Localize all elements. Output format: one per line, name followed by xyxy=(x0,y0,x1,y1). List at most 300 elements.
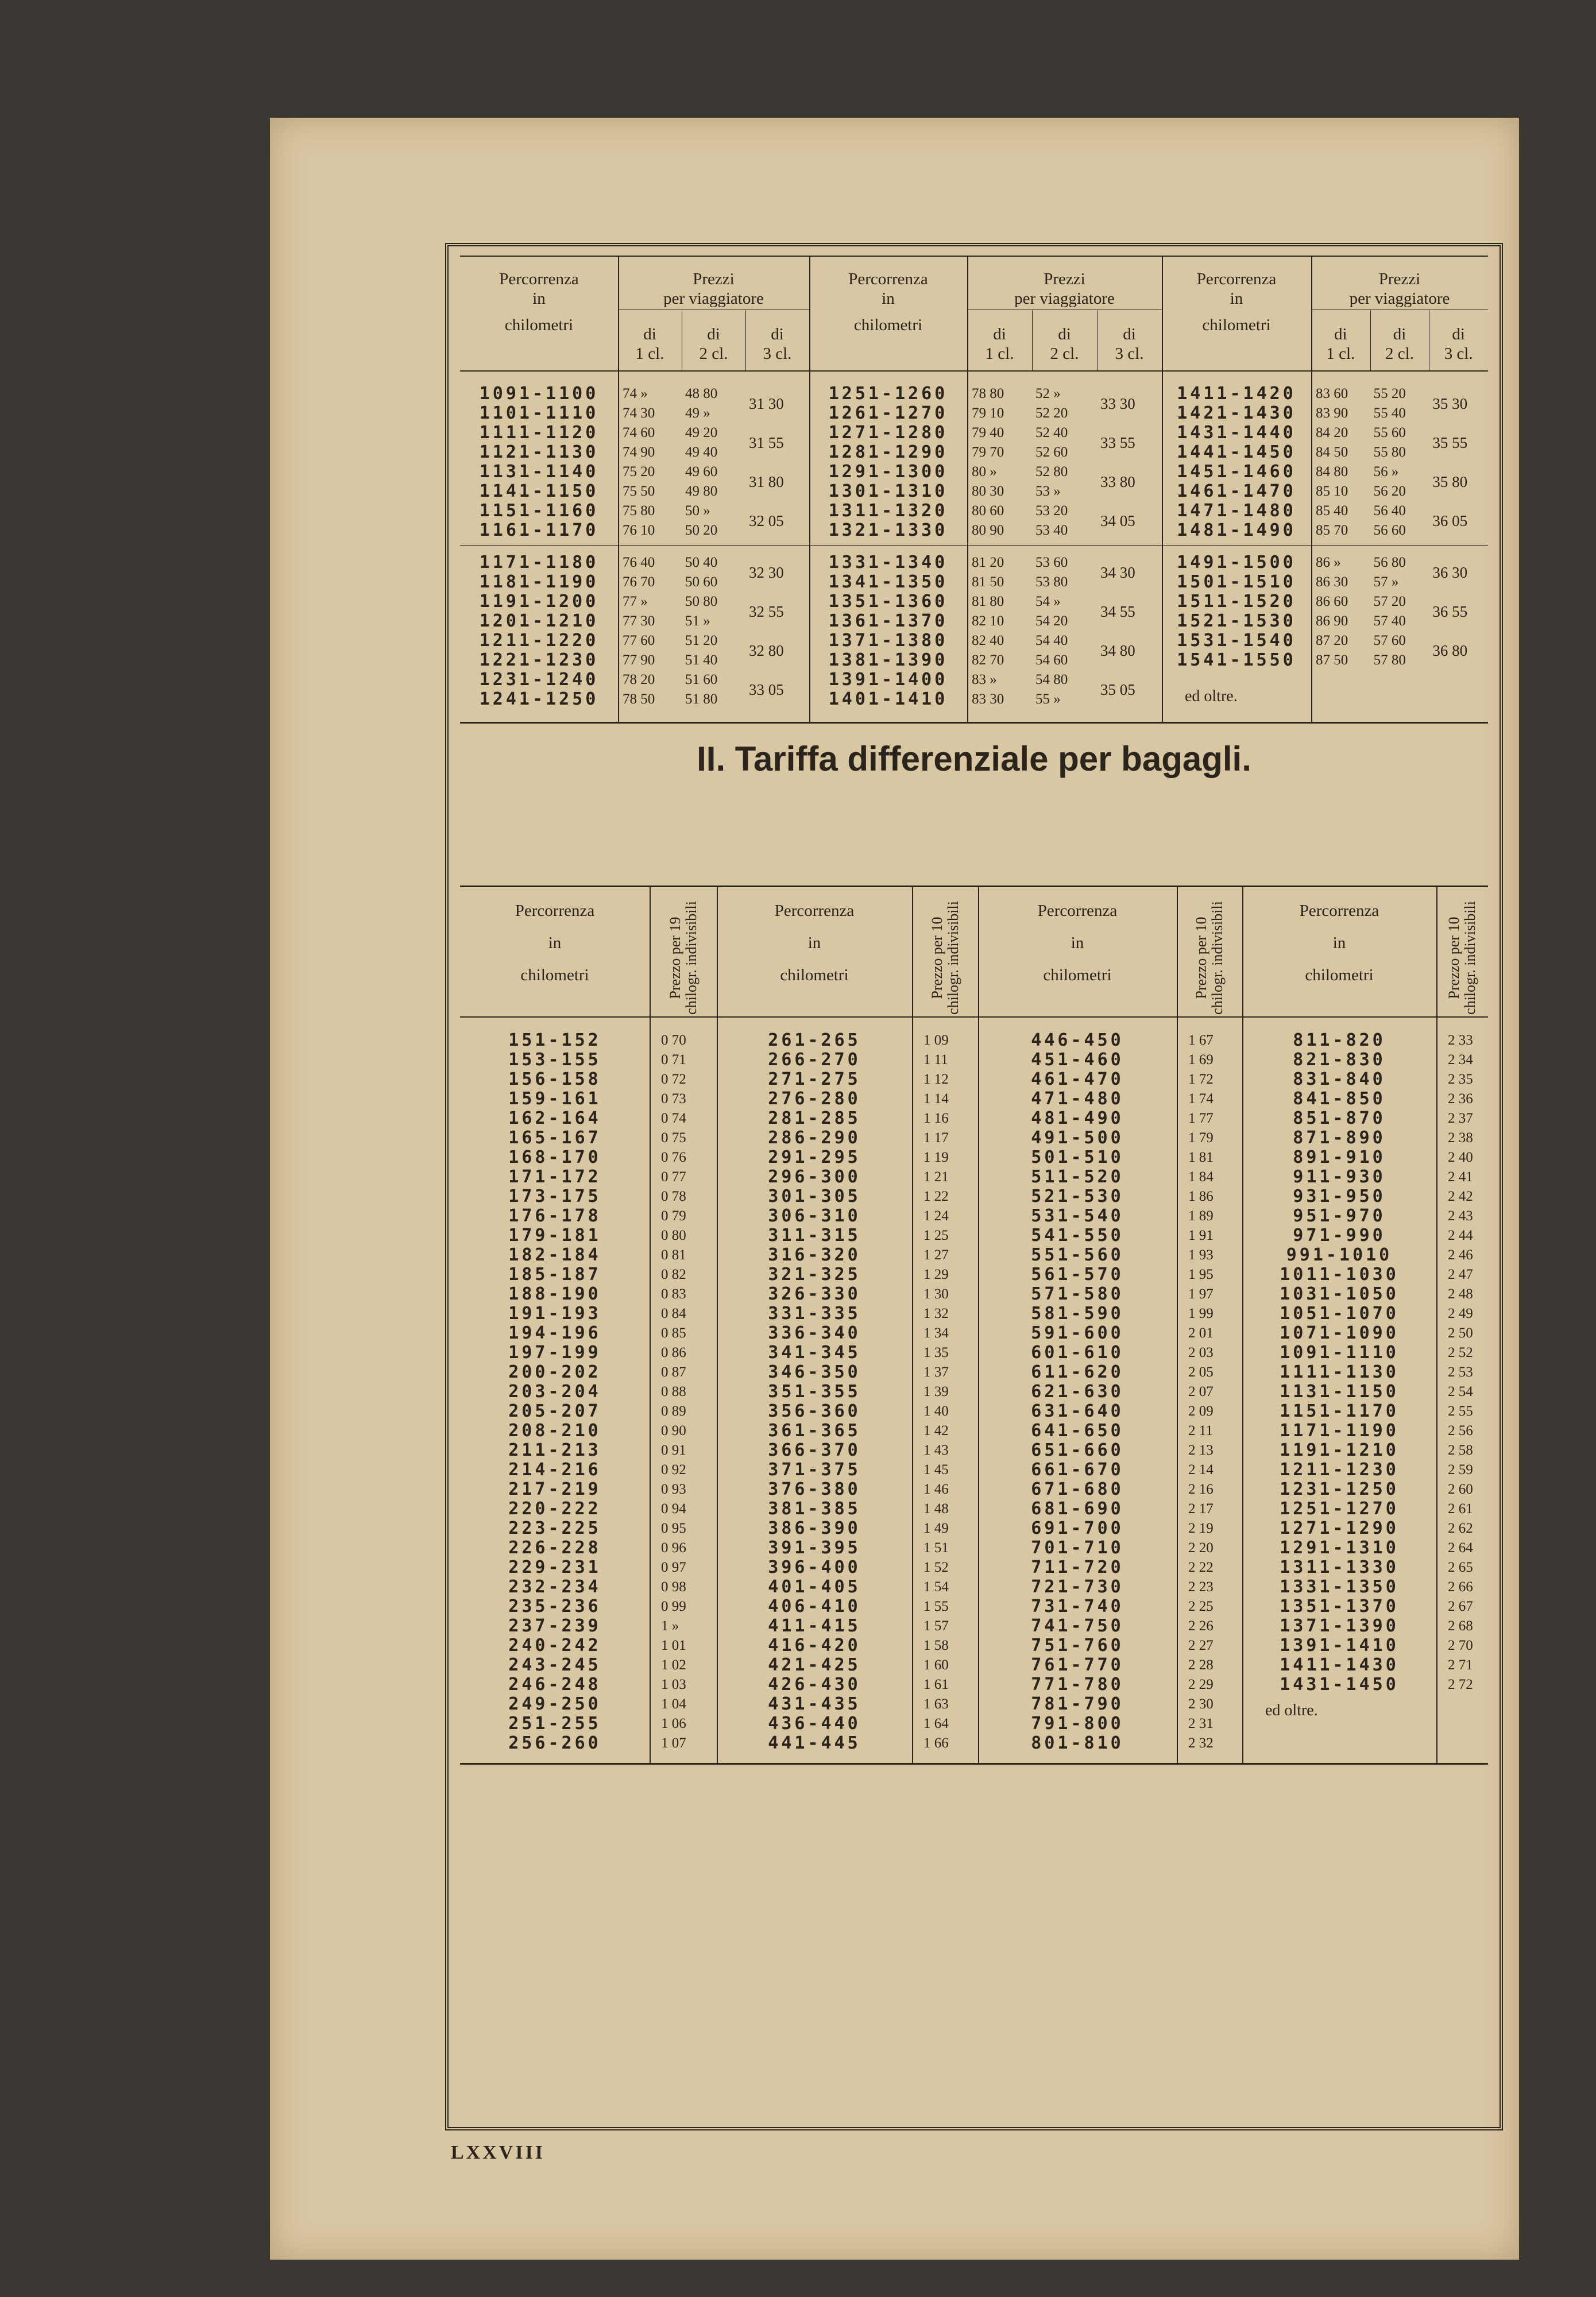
price-2cl: 54 20 xyxy=(1035,613,1068,629)
baggage-price: 2 14 xyxy=(1188,1462,1214,1478)
baggage-price: 1 54 xyxy=(923,1579,949,1595)
baggage-price: 0 80 xyxy=(661,1228,686,1243)
price-1cl: 75 80 xyxy=(623,503,655,519)
baggage-price: 0 93 xyxy=(661,1482,686,1497)
baggage-price: 2 41 xyxy=(1448,1169,1473,1185)
km-range: 276-280 xyxy=(768,1089,861,1109)
km-range: 381-385 xyxy=(768,1499,861,1519)
km-range: 1291-1300 xyxy=(828,462,948,482)
baggage-price: 2 05 xyxy=(1188,1364,1214,1380)
ed-oltre-note: ed oltre. xyxy=(1265,1702,1318,1719)
baggage-price: 2 56 xyxy=(1448,1423,1473,1438)
baggage-price: 1 03 xyxy=(661,1677,686,1692)
price-1cl: 79 10 xyxy=(972,405,1004,421)
baggage-price: 1 02 xyxy=(661,1657,686,1673)
header-percorrenza xyxy=(978,901,1177,997)
header-prezzi-line: per viaggiatore xyxy=(1349,289,1450,308)
header-class-label: 2 cl. xyxy=(699,345,728,363)
baggage-price: 0 85 xyxy=(661,1325,686,1341)
header-di: di xyxy=(1393,325,1406,343)
km-range: 182-184 xyxy=(508,1245,601,1265)
price-2cl: 49 » xyxy=(685,405,710,421)
price-3cl: 33 55 xyxy=(1100,434,1135,451)
km-range: 841-850 xyxy=(1293,1089,1386,1109)
km-range: 431-435 xyxy=(768,1694,861,1714)
km-range: 208-210 xyxy=(508,1421,601,1441)
header-percorrenza-line: Percorrenza xyxy=(774,902,855,920)
km-range: 1341-1350 xyxy=(828,572,948,592)
km-range: 641-650 xyxy=(1031,1421,1124,1441)
baggage-price: 1 67 xyxy=(1188,1033,1214,1048)
price-1cl: 82 10 xyxy=(972,613,1004,629)
price-2cl: 52 60 xyxy=(1035,444,1068,460)
price-2cl: 53 60 xyxy=(1035,555,1068,570)
header-percorrenza-line: chilometri xyxy=(853,316,923,334)
page-sheet xyxy=(270,118,1519,2260)
km-range: 1171-1190 xyxy=(1280,1421,1399,1441)
section-title: II. Tariffa differenziale per bagagli. xyxy=(697,740,1251,778)
price-1cl: 86 » xyxy=(1316,555,1341,570)
header-class xyxy=(1370,324,1429,364)
baggage-price: 1 66 xyxy=(923,1735,949,1751)
km-range: 731-740 xyxy=(1031,1596,1124,1617)
km-range: 1011-1030 xyxy=(1280,1264,1399,1285)
price-2cl: 53 80 xyxy=(1035,574,1068,590)
header-di: di xyxy=(643,325,656,343)
header-percorrenza xyxy=(460,901,650,997)
price-2cl: 54 80 xyxy=(1035,672,1068,687)
km-range: 1191-1200 xyxy=(479,591,599,612)
km-range: 296-300 xyxy=(768,1167,861,1187)
header-percorrenza-line: in xyxy=(1071,934,1084,952)
header-prezzi xyxy=(967,269,1162,308)
price-2cl: 55 20 xyxy=(1373,386,1406,401)
km-range: 1391-1410 xyxy=(1280,1635,1399,1656)
km-range: 446-450 xyxy=(1031,1030,1124,1050)
km-range: 205-207 xyxy=(508,1401,601,1421)
price-1cl: 83 » xyxy=(972,672,997,687)
price-3cl: 35 55 xyxy=(1432,434,1468,451)
baggage-price: 2 35 xyxy=(1448,1072,1473,1087)
header-percorrenza-line: in xyxy=(807,934,821,952)
baggage-price: 2 59 xyxy=(1448,1462,1473,1478)
km-range: 1501-1510 xyxy=(1177,572,1296,592)
baggage-price: 2 72 xyxy=(1448,1677,1473,1692)
baggage-price: 0 74 xyxy=(661,1111,686,1126)
baggage-price: 1 57 xyxy=(923,1618,949,1634)
km-range: 1121-1130 xyxy=(479,442,599,462)
header-prezzi-line: per viaggiatore xyxy=(663,289,764,308)
price-2cl: 49 60 xyxy=(685,464,718,479)
price-1cl: 83 60 xyxy=(1316,386,1348,401)
km-range: 159-161 xyxy=(508,1089,601,1109)
baggage-price: 2 55 xyxy=(1448,1403,1473,1419)
price-1cl: 85 10 xyxy=(1316,484,1348,499)
header-di: di xyxy=(1452,325,1465,343)
baggage-price: 1 07 xyxy=(661,1735,686,1751)
price-1cl: 81 80 xyxy=(972,594,1004,609)
km-range: 346-350 xyxy=(768,1362,861,1382)
km-range: 1371-1380 xyxy=(828,631,948,651)
km-range: 156-158 xyxy=(508,1069,601,1089)
price-3cl: 36 80 xyxy=(1432,642,1468,659)
price-1cl: 86 60 xyxy=(1316,594,1348,609)
km-range: 226-228 xyxy=(508,1538,601,1558)
baggage-price: 0 97 xyxy=(661,1560,686,1575)
km-range: 1211-1230 xyxy=(1280,1460,1399,1480)
header-percorrenza-line: Percorrenza xyxy=(1037,902,1118,920)
km-range: 561-570 xyxy=(1031,1264,1124,1285)
header-class-label: 1 cl. xyxy=(635,345,664,363)
price-3cl: 34 05 xyxy=(1100,512,1135,529)
baggage-price: 1 16 xyxy=(923,1111,949,1126)
price-3cl: 33 05 xyxy=(749,681,784,698)
km-range: 229-231 xyxy=(508,1557,601,1577)
baggage-price: 2 54 xyxy=(1448,1384,1473,1399)
km-range: 1481-1490 xyxy=(1177,520,1296,540)
km-range: 611-620 xyxy=(1031,1362,1124,1382)
km-range: 1531-1540 xyxy=(1177,631,1296,651)
km-range: 153-155 xyxy=(508,1050,601,1070)
km-range: 871-890 xyxy=(1293,1128,1386,1148)
baggage-price: 1 77 xyxy=(1188,1111,1214,1126)
km-range: 1251-1260 xyxy=(828,384,948,404)
km-range: 237-239 xyxy=(508,1616,601,1636)
km-range: 801-810 xyxy=(1031,1733,1124,1753)
baggage-price: 0 98 xyxy=(661,1579,686,1595)
header-prezzo: Prezzo per 10 chilogr. indivisibili xyxy=(1446,901,1478,1015)
km-range: 1151-1170 xyxy=(1280,1401,1399,1421)
km-range: 551-560 xyxy=(1031,1245,1124,1265)
header-percorrenza-line: in xyxy=(532,289,546,308)
baggage-price: 0 91 xyxy=(661,1443,686,1458)
km-range: 188-190 xyxy=(508,1284,601,1304)
km-range: 461-470 xyxy=(1031,1069,1124,1089)
price-1cl: 79 70 xyxy=(972,444,1004,460)
baggage-price: 1 91 xyxy=(1188,1228,1214,1243)
baggage-price: 1 55 xyxy=(923,1599,949,1614)
baggage-price: 1 74 xyxy=(1188,1091,1214,1107)
km-range: 951-970 xyxy=(1293,1206,1386,1226)
baggage-price: 2 36 xyxy=(1448,1091,1473,1107)
km-range: 214-216 xyxy=(508,1460,601,1480)
km-range: 1431-1450 xyxy=(1280,1675,1399,1695)
baggage-price: 2 42 xyxy=(1448,1189,1473,1204)
km-range: 1241-1250 xyxy=(479,689,599,709)
price-1cl: 78 80 xyxy=(972,386,1004,401)
baggage-price: 1 19 xyxy=(923,1150,949,1165)
km-range: 751-760 xyxy=(1031,1635,1124,1656)
baggage-price: 1 11 xyxy=(923,1052,948,1068)
header-di: di xyxy=(993,325,1006,343)
passenger-fare-table xyxy=(460,256,1488,724)
baggage-price: 1 86 xyxy=(1188,1189,1214,1204)
km-range: 741-750 xyxy=(1031,1616,1124,1636)
header-prezzo: Prezzo per 19 chilogr. indivisibili xyxy=(666,901,700,1015)
km-range: 256-260 xyxy=(508,1733,601,1753)
header-class xyxy=(682,324,745,364)
price-2cl: 53 20 xyxy=(1035,503,1068,519)
price-1cl: 80 90 xyxy=(972,523,1004,538)
header-percorrenza-line: chilometri xyxy=(1305,966,1374,984)
km-range: 217-219 xyxy=(508,1479,601,1499)
baggage-price: 1 95 xyxy=(1188,1267,1214,1282)
km-range: 366-370 xyxy=(768,1440,861,1460)
price-1cl: 85 70 xyxy=(1316,523,1348,538)
header-prezzo: Prezzo per 10 chilogr. indivisibili xyxy=(928,901,961,1015)
baggage-price: 2 65 xyxy=(1448,1560,1473,1575)
baggage-price: 1 » xyxy=(661,1618,679,1634)
baggage-price: 0 92 xyxy=(661,1462,686,1478)
baggage-price: 0 99 xyxy=(661,1599,686,1614)
km-range: 1201-1210 xyxy=(479,611,599,631)
km-range: 1451-1460 xyxy=(1177,462,1296,482)
km-range: 162-164 xyxy=(508,1108,601,1128)
km-range: 1161-1170 xyxy=(479,520,599,540)
header-prezzi-line: Prezzi xyxy=(693,270,735,288)
price-2cl: 50 60 xyxy=(685,574,718,590)
km-range: 891-910 xyxy=(1293,1147,1386,1167)
baggage-price: 1 22 xyxy=(923,1189,949,1204)
baggage-price: 1 45 xyxy=(923,1462,949,1478)
km-range: 911-930 xyxy=(1293,1167,1386,1187)
page-frame xyxy=(445,243,1503,2130)
price-3cl: 34 80 xyxy=(1100,642,1135,659)
price-2cl: 49 20 xyxy=(685,425,718,440)
km-range: 411-415 xyxy=(768,1616,861,1636)
price-1cl: 87 20 xyxy=(1316,633,1348,648)
baggage-price: 1 52 xyxy=(923,1560,949,1575)
km-range: 1371-1390 xyxy=(1280,1616,1399,1636)
km-range: 1251-1270 xyxy=(1280,1499,1399,1519)
baggage-price: 0 78 xyxy=(661,1189,686,1204)
price-2cl: 51 60 xyxy=(685,672,718,687)
km-range: 1351-1360 xyxy=(828,591,948,612)
price-3cl: 35 05 xyxy=(1100,681,1135,698)
km-range: 191-193 xyxy=(508,1304,601,1324)
price-2cl: 51 40 xyxy=(685,652,718,668)
km-range: 203-204 xyxy=(508,1382,601,1402)
baggage-price: 0 86 xyxy=(661,1345,686,1360)
km-range: 306-310 xyxy=(768,1206,861,1226)
km-range: 416-420 xyxy=(768,1635,861,1656)
baggage-price: 2 31 xyxy=(1188,1716,1214,1731)
baggage-price: 1 89 xyxy=(1188,1208,1214,1224)
header-percorrenza-line: chilometri xyxy=(780,966,849,984)
baggage-price: 1 32 xyxy=(923,1306,949,1321)
baggage-price: 1 81 xyxy=(1188,1150,1214,1165)
baggage-price: 1 37 xyxy=(923,1364,949,1380)
km-range: 286-290 xyxy=(768,1128,861,1148)
km-range: 1131-1150 xyxy=(1280,1382,1399,1402)
price-1cl: 74 » xyxy=(623,386,648,401)
km-range: 243-245 xyxy=(508,1655,601,1675)
baggage-price: 0 79 xyxy=(661,1208,686,1224)
km-range: 621-630 xyxy=(1031,1382,1124,1402)
baggage-price: 1 34 xyxy=(923,1325,949,1341)
km-range: 185-187 xyxy=(508,1264,601,1285)
baggage-price: 1 25 xyxy=(923,1228,949,1243)
baggage-price: 1 84 xyxy=(1188,1169,1214,1185)
baggage-price: 0 84 xyxy=(661,1306,686,1321)
baggage-price: 2 27 xyxy=(1188,1638,1214,1653)
price-1cl: 80 60 xyxy=(972,503,1004,519)
baggage-price: 2 62 xyxy=(1448,1521,1473,1536)
baggage-price: 2 61 xyxy=(1448,1501,1473,1517)
km-range: 1211-1220 xyxy=(479,631,599,651)
baggage-price: 1 60 xyxy=(923,1657,949,1673)
baggage-price: 1 39 xyxy=(923,1384,949,1399)
km-range: 971-990 xyxy=(1293,1225,1386,1246)
header-percorrenza-line: in xyxy=(882,289,895,308)
baggage-price: 1 69 xyxy=(1188,1052,1214,1068)
baggage-price: 1 09 xyxy=(923,1033,949,1048)
price-2cl: 54 60 xyxy=(1035,652,1068,668)
baggage-price: 2 49 xyxy=(1448,1306,1473,1321)
km-range: 406-410 xyxy=(768,1596,861,1617)
km-range: 481-490 xyxy=(1031,1108,1124,1128)
km-range: 1441-1450 xyxy=(1177,442,1296,462)
price-1cl: 77 60 xyxy=(623,633,655,648)
km-range: 681-690 xyxy=(1031,1499,1124,1519)
km-range: 1181-1190 xyxy=(479,572,599,592)
km-range: 426-430 xyxy=(768,1675,861,1695)
baggage-price: 1 51 xyxy=(923,1540,949,1556)
km-range: 531-540 xyxy=(1031,1206,1124,1226)
km-range: 721-730 xyxy=(1031,1577,1124,1597)
baggage-price: 2 48 xyxy=(1448,1286,1473,1302)
km-range: 591-600 xyxy=(1031,1323,1124,1343)
header-class-label: 3 cl. xyxy=(763,345,792,363)
km-range: 436-440 xyxy=(768,1714,861,1734)
baggage-price: 1 21 xyxy=(923,1169,949,1185)
price-1cl: 74 90 xyxy=(623,444,655,460)
price-2cl: 53 » xyxy=(1035,484,1061,499)
km-range: 223-225 xyxy=(508,1518,601,1538)
km-range: 197-199 xyxy=(508,1343,601,1363)
km-range: 1281-1290 xyxy=(828,442,948,462)
header-di: di xyxy=(1058,325,1071,343)
baggage-price: 1 79 xyxy=(1188,1130,1214,1146)
km-range: 711-720 xyxy=(1031,1557,1124,1577)
km-range: 220-222 xyxy=(508,1499,601,1519)
header-percorrenza xyxy=(460,269,618,335)
km-range: 165-167 xyxy=(508,1128,601,1148)
price-1cl: 77 90 xyxy=(623,652,655,668)
baggage-price: 2 30 xyxy=(1188,1696,1214,1712)
baggage-price: 2 23 xyxy=(1188,1579,1214,1595)
baggage-price: 1 30 xyxy=(923,1286,949,1302)
price-1cl: 78 50 xyxy=(623,691,655,707)
baggage-price: 1 40 xyxy=(923,1403,949,1419)
km-range: 341-345 xyxy=(768,1343,861,1363)
km-range: 1171-1180 xyxy=(479,552,599,573)
km-range: 631-640 xyxy=(1031,1401,1124,1421)
baggage-price: 0 70 xyxy=(661,1033,686,1048)
price-1cl: 74 60 xyxy=(623,425,655,440)
km-range: 261-265 xyxy=(768,1030,861,1050)
baggage-price: 1 93 xyxy=(1188,1247,1214,1263)
km-range: 931-950 xyxy=(1293,1186,1386,1206)
price-3cl: 33 80 xyxy=(1100,473,1135,490)
km-range: 376-380 xyxy=(768,1479,861,1499)
km-range: 396-400 xyxy=(768,1557,861,1577)
km-range: 321-325 xyxy=(768,1264,861,1285)
baggage-price: 2 33 xyxy=(1448,1033,1473,1048)
price-1cl: 86 30 xyxy=(1316,574,1348,590)
header-percorrenza-line: in xyxy=(1332,934,1346,952)
km-range: 266-270 xyxy=(768,1050,861,1070)
price-3cl: 34 30 xyxy=(1100,564,1135,581)
km-range: 541-550 xyxy=(1031,1225,1124,1246)
baggage-price: 2 29 xyxy=(1188,1677,1214,1692)
price-3cl: 36 55 xyxy=(1432,603,1468,620)
km-range: 316-320 xyxy=(768,1245,861,1265)
price-3cl: 36 05 xyxy=(1432,512,1468,529)
price-3cl: 31 30 xyxy=(749,395,784,412)
header-percorrenza xyxy=(809,269,967,335)
baggage-price: 2 19 xyxy=(1188,1521,1214,1536)
header-prezzi xyxy=(1311,269,1488,308)
km-range: 1401-1410 xyxy=(828,689,948,709)
baggage-price: 1 99 xyxy=(1188,1306,1214,1321)
price-2cl: 49 80 xyxy=(685,484,718,499)
baggage-price: 2 03 xyxy=(1188,1345,1214,1360)
baggage-price: 2 64 xyxy=(1448,1540,1473,1556)
km-range: 1141-1150 xyxy=(479,481,599,501)
km-range: 1521-1530 xyxy=(1177,611,1296,631)
baggage-price: 2 44 xyxy=(1448,1228,1473,1243)
header-percorrenza-line: Percorrenza xyxy=(1299,902,1379,920)
header-percorrenza-line: chilometri xyxy=(504,316,574,334)
km-range: 421-425 xyxy=(768,1655,861,1675)
price-1cl: 81 20 xyxy=(972,555,1004,570)
km-range: 1091-1110 xyxy=(1280,1343,1399,1363)
baggage-price: 0 76 xyxy=(661,1150,686,1165)
price-1cl: 84 80 xyxy=(1316,464,1348,479)
km-range: 1321-1330 xyxy=(828,520,948,540)
km-range: 771-780 xyxy=(1031,1675,1124,1695)
baggage-price: 1 97 xyxy=(1188,1286,1214,1302)
km-range: 351-355 xyxy=(768,1382,861,1402)
baggage-price: 2 47 xyxy=(1448,1267,1473,1282)
price-2cl: 49 40 xyxy=(685,444,718,460)
price-2cl: 51 20 xyxy=(685,633,718,648)
baggage-price: 0 87 xyxy=(661,1364,686,1380)
km-range: 326-330 xyxy=(768,1284,861,1304)
price-1cl: 82 40 xyxy=(972,633,1004,648)
baggage-price: 1 12 xyxy=(923,1072,949,1087)
price-2cl: 50 80 xyxy=(685,594,718,609)
km-range: 168-170 xyxy=(508,1147,601,1167)
baggage-price: 0 90 xyxy=(661,1423,686,1438)
price-2cl: 52 20 xyxy=(1035,405,1068,421)
baggage-price: 2 07 xyxy=(1188,1384,1214,1399)
baggage-price: 2 32 xyxy=(1188,1735,1214,1751)
km-range: 761-770 xyxy=(1031,1655,1124,1675)
baggage-price: 0 95 xyxy=(661,1521,686,1536)
baggage-price: 1 27 xyxy=(923,1247,949,1263)
km-range: 441-445 xyxy=(768,1733,861,1753)
baggage-price: 0 73 xyxy=(661,1091,686,1107)
baggage-price: 0 77 xyxy=(661,1169,686,1185)
price-3cl: 35 80 xyxy=(1432,473,1468,490)
km-range: 251-255 xyxy=(508,1714,601,1734)
price-1cl: 83 90 xyxy=(1316,405,1348,421)
header-class-label: 2 cl. xyxy=(1385,345,1414,363)
price-2cl: 56 40 xyxy=(1373,503,1406,519)
km-range: 249-250 xyxy=(508,1694,601,1714)
